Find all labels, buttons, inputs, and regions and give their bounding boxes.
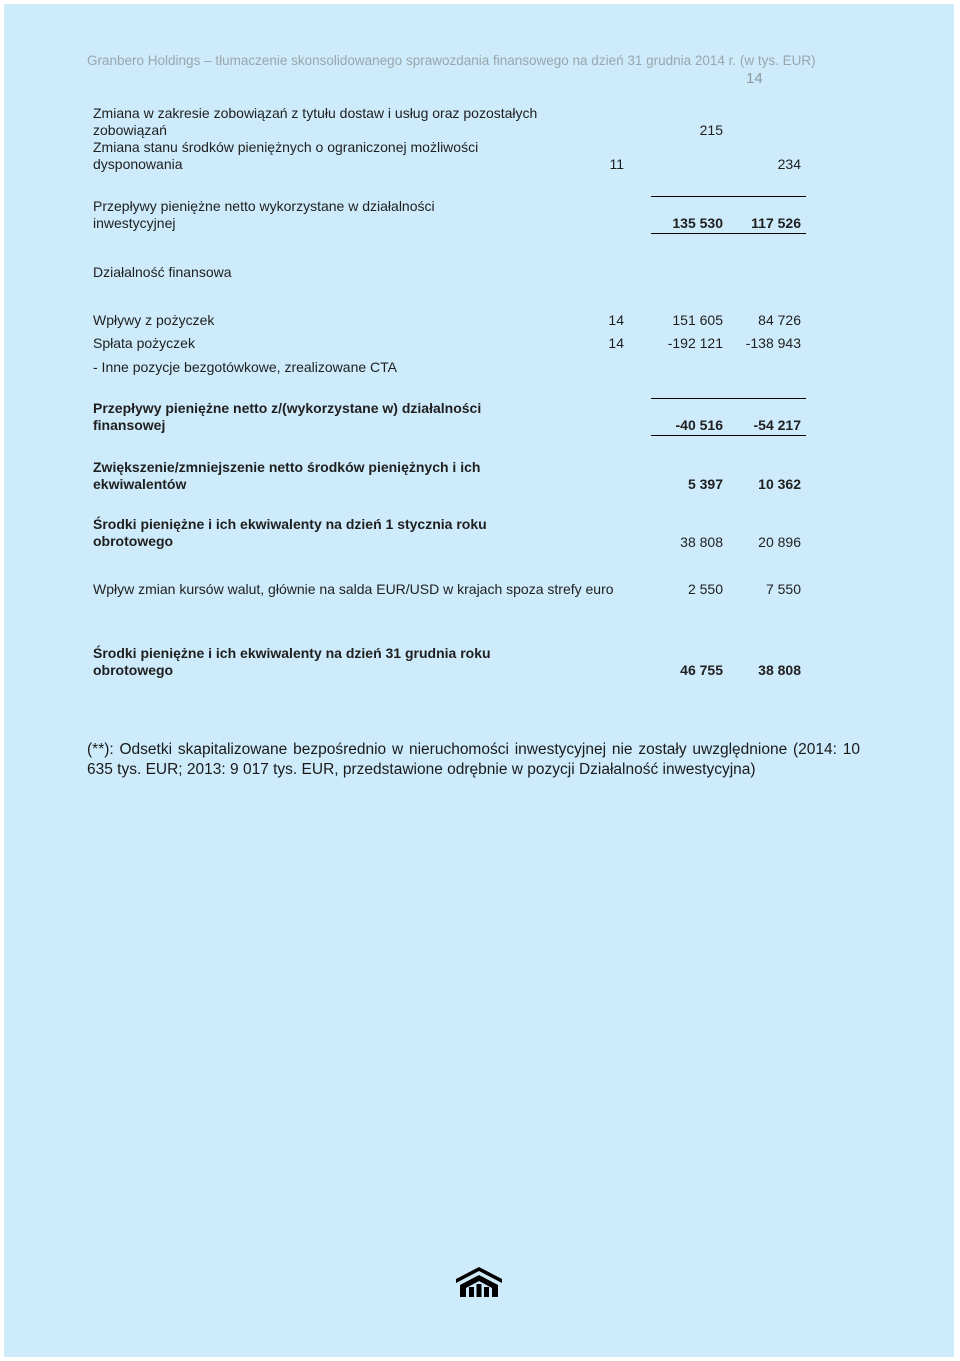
value-splata-2013: -138 943 [745,335,801,351]
sum-rule-bottom [651,233,806,234]
note-ref-srodki-ograniczone: 11 [609,156,624,172]
note-ref-wplywy: 14 [608,312,624,328]
row-label-finansowa-netto: Przepływy pieniężne netto z/(wykorzystane w) działalności finansowej [93,400,482,433]
row-label-srodki-ograniczone: Zmiana stanu środków pieniężnych o ograniczonej możliwości dysponowania [93,139,479,172]
value-bilans-otwarcia-2013: 20 896 [758,534,801,550]
value-bilans-otwarcia-2014: 38 808 [680,534,723,550]
row-label-zmiana-srodkow: Zwiększenie/zmniejszenie netto środków pieniężnych i ich ekwiwalentów [93,459,481,492]
row-label-wplywy: Wpływy z pożyczek [93,312,215,328]
value-kursy-2014: 2 550 [687,581,723,597]
value-finansowa-netto-2014: -40 516 [675,417,723,433]
value-inwestycyjna-2013: 117 526 [751,215,801,231]
sum-rule-top [651,398,806,399]
row-label-bilans-zamkniecia: Środki pieniężne i ich ekwiwalenty na dzień 31 grudnia roku obrotowego [93,645,491,678]
footnote: (**): Odsetki skapitalizowane bezpośrednio w nieruchomości inwestycyjnej nie zostały uwzględnione (2014: 10 635 tys. EUR; 2013: 9 017 tys. EUR, przedstawione odrębnie w pozycji Działalność inwestycyjna) [87,741,860,778]
value-finansowa-netto-2013: -54 217 [753,417,801,433]
value-srodki-ograniczone-2013: 234 [777,156,801,172]
row-label-kursy: Wpływ zmian kursów walut, głównie na salda EUR/USD w krajach spoza strefy euro [93,581,614,597]
row-label-zobowiazania: Zmiana w zakresie zobowiązań z tytułu dostaw i usług oraz pozostałych zobowiązań [93,105,538,138]
row-label-splata: Spłata pożyczek [93,335,195,351]
value-inwestycyjna-2014: 135 530 [672,215,723,231]
value-wplywy-2013: 84 726 [758,312,801,328]
value-bilans-zamkniecia-2014: 46 755 [680,662,723,678]
value-splata-2014: -192 121 [667,335,723,351]
section-heading-finansowa: Działalność finansowa [93,264,232,280]
row-label-bilans-otwarcia: Środki pieniężne i ich ekwiwalenty na dzień 1 stycznia roku obrotowego [93,516,487,549]
company-logo-icon [456,1265,502,1297]
value-zobowiazania-2014: 215 [699,122,723,138]
row-label-inwestycyjna: Przepływy pieniężne netto wykorzystane w działalności inwestycyjnej [93,198,435,231]
value-bilans-zamkniecia-2013: 38 808 [758,662,801,678]
sum-rule-top [651,196,806,197]
row-label-inne: - Inne pozycje bezgotówkowe, zrealizowane CTA [93,359,398,375]
value-zmiana-srodkow-2013: 10 362 [758,476,801,492]
value-wplywy-2014: 151 605 [672,312,723,328]
running-header: Granbero Holdings – tłumaczenie skonsolidowanego sprawozdania finansowego na dzień 31 grudnia 2014 r. (w tys. EUR) [87,53,816,68]
value-zmiana-srodkow-2014: 5 397 [687,476,723,492]
sum-rule-bottom [651,435,806,436]
note-ref-splata: 14 [608,335,624,351]
page-number: 14 [746,70,763,87]
value-kursy-2013: 7 550 [765,581,801,597]
